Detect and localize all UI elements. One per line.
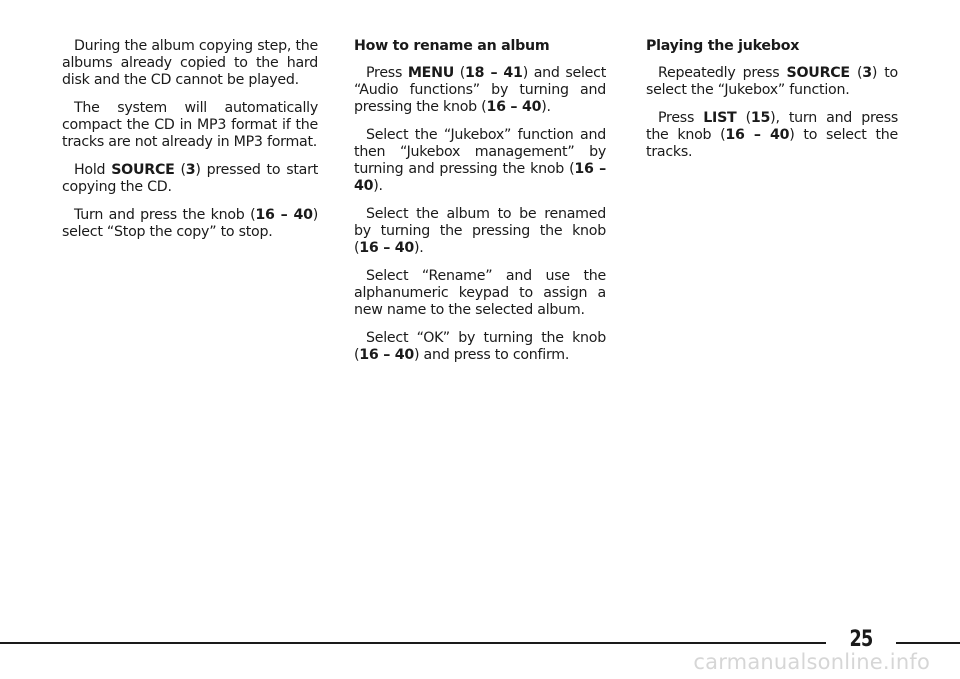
paragraph: Press MENU (18 – 41) and select “Audio functions” by turning and pressing the knob (16 – 40). [354, 65, 607, 115]
footer-rule-right [896, 642, 960, 644]
paragraph: The system will automatically compact the CD in MP3 format if the tracks are not already in MP3 format. [62, 100, 318, 150]
paragraph: During the album copying step, the albums already copied to the hard disk and the CD cannot be played. [62, 38, 318, 88]
footer-rule-left [0, 642, 826, 644]
paragraph: Select “OK” by turning the knob (16 – 40) and press to confirm. [354, 330, 606, 363]
section-heading: How to rename an album [354, 38, 550, 54]
paragraph: Select “Rename” and use the alphanumeric keypad to assign a new name to the selected album. [354, 268, 606, 318]
section-heading: Playing the jukebox [646, 38, 800, 54]
paragraph: Press LIST (15), turn and press the knob (16 – 40) to select the tracks. [646, 110, 899, 160]
watermark-text: carmanualsonline.info [693, 650, 930, 674]
paragraph: Hold SOURCE (3) pressed to start copying the CD. [62, 162, 319, 195]
paragraph: Repeatedly press SOURCE (3) to select the “Jukebox” function. [646, 65, 898, 98]
page-number: 25 [849, 627, 873, 652]
paragraph: Select the album to be renamed by turning the pressing the knob (16 – 40). [354, 206, 606, 256]
column-2 [354, 38, 606, 375]
paragraph: Select the “Jukebox” function and then “Jukebox management” by turning and pressing the knob (16 – 40). [354, 127, 606, 194]
column-1 [62, 38, 318, 252]
paragraph: Turn and press the knob (16 – 40) select “Stop the copy” to stop. [62, 207, 318, 240]
column-3 [646, 38, 898, 172]
